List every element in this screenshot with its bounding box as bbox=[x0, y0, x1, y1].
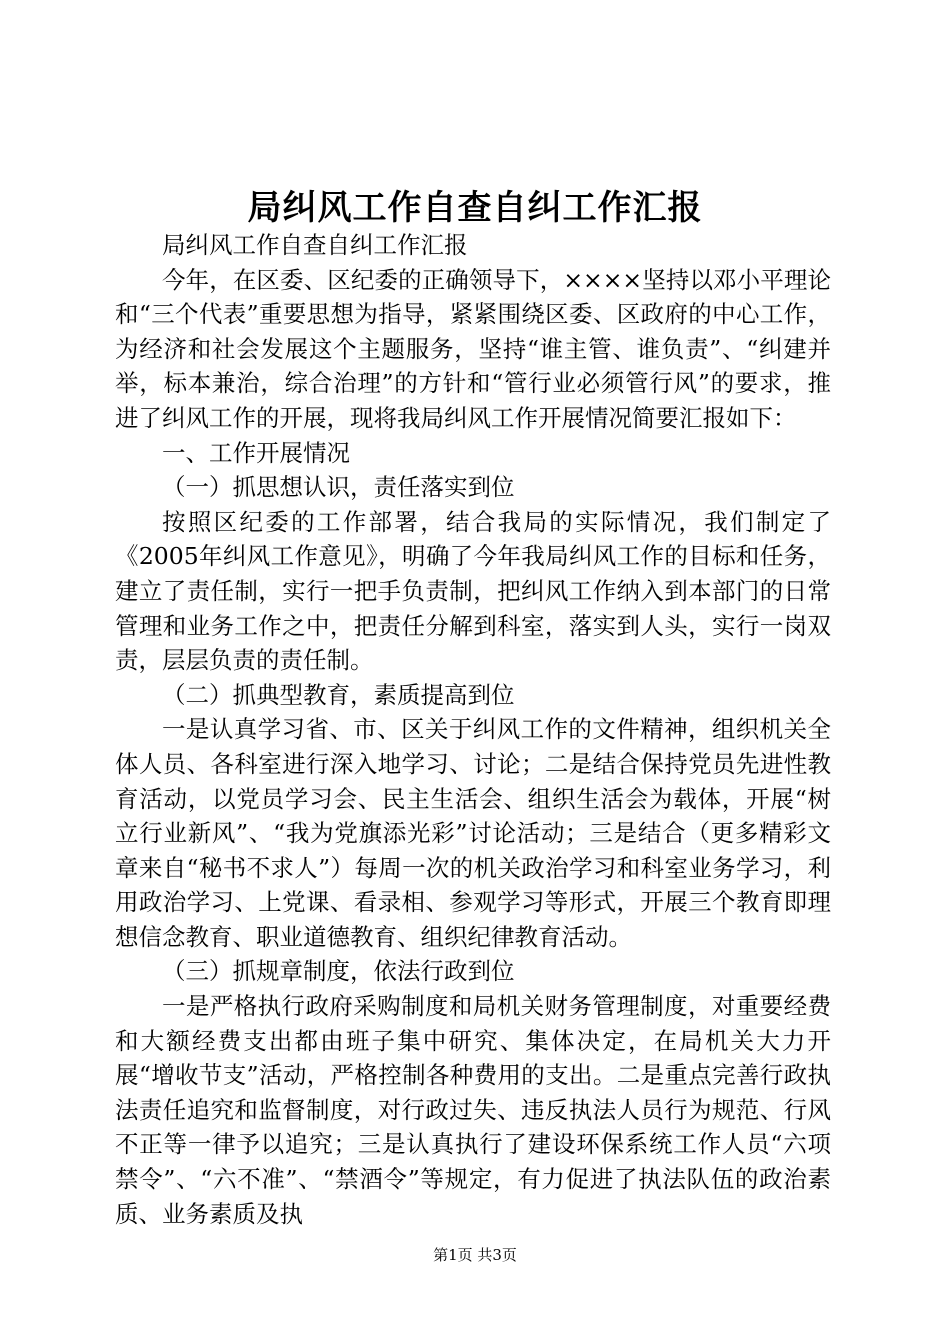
document-title: 局纠风工作自查自纠工作汇报 bbox=[247, 188, 703, 228]
section-heading: 一、工作开展情况 bbox=[162, 438, 350, 467]
subsection-heading-2: （二）抓典型教育，素质提高到位 bbox=[162, 680, 515, 709]
body-paragraph-1: 按照区纪委的工作部署，结合我局的实际情况，我们制定了《2005年纠风工作意见》，明确了今年我局纠风工作的目标和任务，建立了责任制，实行一把手负责制，把纠风工作纳入到本部门的日常管理和业务工作之中，把责任分解到科室，落实到人头，实行一岗双责，层层负责的责任制。 bbox=[115, 507, 831, 675]
body-paragraph-2: 一是认真学习省、市、区关于纠风工作的文件精神，组织机关全体人员、各科室进行深入地学习、讨论；二是结合保持党员先进性教育活动，以党员学习会、民主生活会、组织生活会为载体，开展“树立行业新风”、“我为党旗添光彩”讨论活动；三是结合（更多精彩文章来自“秘书不求人”）每周一次的机关政治学习和科室业务学习，利用政治学习、上党课、看录相、参观学习等形式，开展三个教育即理想信念教育、职业道德教育、组织纪律教育活动。 bbox=[115, 715, 831, 951]
body-paragraph-intro: 今年，在区委、区纪委的正确领导下，××××坚持以邓小平理论和“三个代表”重要思想为指导，紧紧围绕区委、区政府的中心工作，为经济和社会发展这个主题服务，坚持“谁主管、谁负责”、“纠建并举，标本兼治，综合治理”的方针和“管行业必须管行风”的要求，推进了纠风工作的开展，现将我局纠风工作开展情况简要汇报如下： bbox=[115, 265, 831, 432]
subsection-heading-3: （三）抓规章制度，依法行政到位 bbox=[162, 957, 515, 986]
document-body bbox=[115, 228, 831, 1231]
body-paragraph-subtitle: 局纠风工作自查自纠工作汇报 bbox=[162, 231, 468, 259]
body-paragraph-3: 一是严格执行政府采购制度和局机关财务管理制度，对重要经费和大额经费支出都由班子集中研究、集体决定，在局机关大力开展“增收节支”活动，严格控制各种费用的支出。二是重点完善行政执法责任追究和监督制度，对行政过失、违反执法人员行为规范、行风不正等一律予以追究；三是认真执行了建设环保系统工作人员“六项禁令”、“六不准”、“禁酒令”等规定，有力促进了执法队伍的政治素质、业务素质及执 bbox=[115, 992, 831, 1228]
page-number-footer: 第1页 共3页 bbox=[433, 1246, 517, 1264]
subsection-heading-1: （一）抓思想认识，责任落实到位 bbox=[162, 473, 515, 502]
